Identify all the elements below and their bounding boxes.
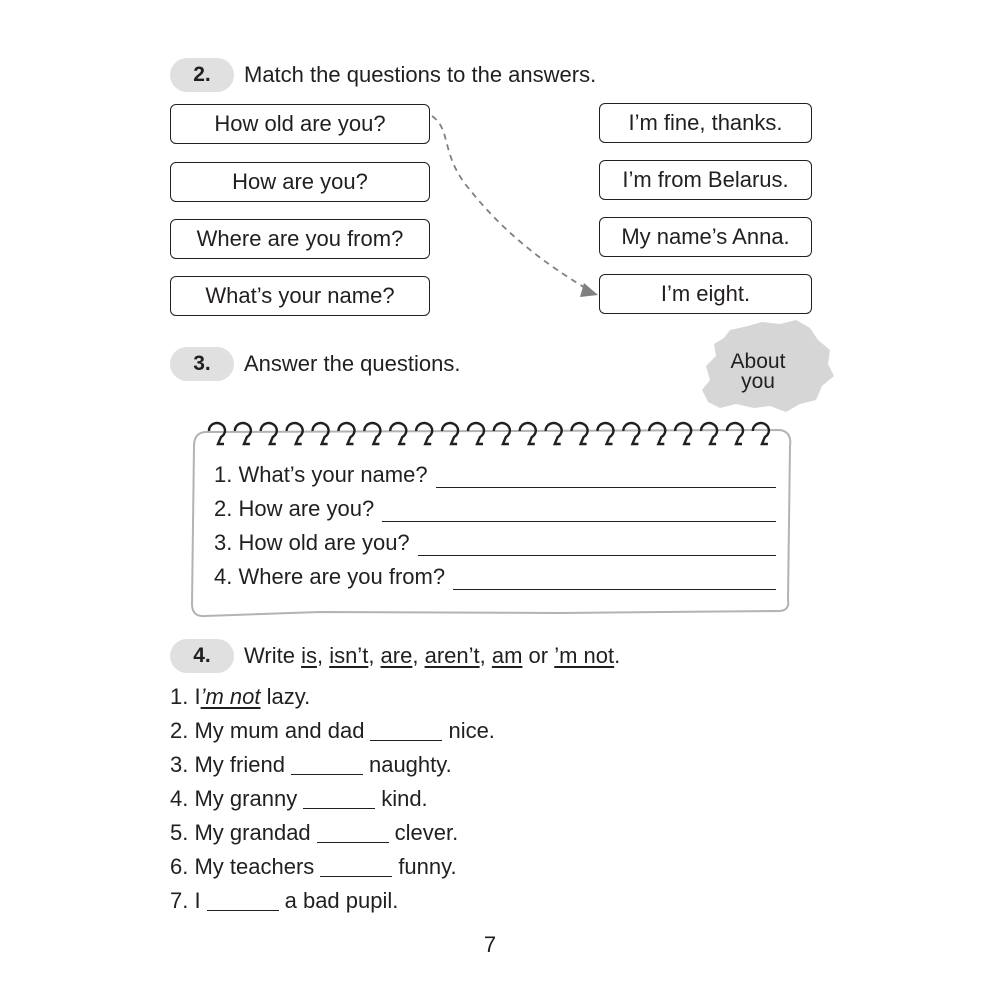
item-number: 6. (170, 854, 189, 879)
or-word: or (528, 643, 549, 668)
item-after: clever. (394, 820, 459, 845)
question-box-3[interactable]: Where are you from? (170, 219, 430, 259)
badge-line-2: you (741, 370, 775, 393)
list-item (170, 782, 495, 816)
list-item (170, 850, 495, 884)
item-number: 4. (170, 786, 189, 811)
exercise-instruction: Match the questions to the answers. (244, 62, 597, 87)
question-box-1[interactable]: How old are you? (170, 104, 430, 144)
item-after: lazy. (266, 684, 311, 709)
item-after: funny. (398, 854, 457, 879)
answer-box-4[interactable]: I’m eight. (599, 274, 812, 314)
answer-blank[interactable] (453, 569, 776, 590)
fill-blank[interactable] (317, 818, 389, 843)
item-after: a bad pupil. (284, 888, 399, 913)
item-before: My mum and dad (194, 718, 365, 743)
option-word: aren’t (424, 643, 480, 668)
exercise-number: 3. (170, 347, 234, 381)
list-item (170, 816, 495, 850)
exercise-4-list (170, 680, 495, 918)
page-number: 7 (483, 932, 497, 957)
question-box-2[interactable]: How are you? (170, 162, 430, 202)
fill-blank[interactable] (370, 716, 442, 741)
item-number: 5. (170, 820, 189, 845)
option-word: is (301, 643, 317, 668)
example-answer: ’m not (200, 684, 261, 709)
item-before: My grandad (194, 820, 311, 845)
instruction-start: Write (244, 643, 295, 668)
answer-blank[interactable] (418, 535, 776, 556)
item-number: 7. (170, 888, 189, 913)
list-item (170, 748, 495, 782)
item-after: nice. (448, 718, 495, 743)
question-text: 3. How old are you? (214, 530, 410, 555)
fill-blank[interactable] (291, 750, 363, 775)
fill-blank[interactable] (207, 886, 279, 911)
answer-blank[interactable] (436, 467, 776, 488)
list-item (170, 884, 495, 918)
option-word: ’m not (554, 643, 615, 668)
question-text: 1. What’s your name? (214, 462, 428, 487)
option-word: are (380, 643, 413, 668)
answer-box-2[interactable]: I’m from Belarus. (599, 160, 812, 200)
fill-blank[interactable] (320, 852, 392, 877)
badge-line-1: About (730, 350, 786, 373)
answer-line-2[interactable] (214, 496, 776, 522)
exercise-instruction: Write is, isn’t, are, aren’t, am or ’m not. (244, 643, 621, 668)
list-item (170, 714, 495, 748)
question-text: 4. Where are you from? (214, 564, 446, 589)
exercise-number: 2. (170, 58, 234, 92)
answer-line-4[interactable] (214, 564, 776, 590)
item-number: 3. (170, 752, 189, 777)
exercise-4-header (170, 639, 620, 673)
item-number: 1. (170, 684, 189, 709)
item-before: My teachers (194, 854, 315, 879)
option-word: am (491, 643, 523, 668)
exercise-number: 4. (170, 639, 234, 673)
item-before: My friend (194, 752, 285, 777)
question-text: 2. How are you? (214, 496, 375, 521)
item-after: kind. (381, 786, 428, 811)
answer-line-3[interactable] (214, 530, 776, 556)
fill-blank[interactable] (303, 784, 375, 809)
item-before: I (194, 888, 201, 913)
answer-box-1[interactable]: I’m fine, thanks. (599, 103, 812, 143)
exercise-instruction: Answer the questions. (244, 351, 461, 376)
item-before: I (194, 684, 201, 709)
item-number: 2. (170, 718, 189, 743)
answer-line-1[interactable] (214, 462, 776, 488)
option-word: isn’t (329, 643, 369, 668)
question-box-4[interactable]: What’s your name? (170, 276, 430, 316)
answer-blank[interactable] (382, 501, 776, 522)
item-after: naughty. (368, 752, 452, 777)
item-before: My granny (194, 786, 298, 811)
answer-box-3[interactable]: My name’s Anna. (599, 217, 812, 257)
example-item (170, 680, 495, 714)
